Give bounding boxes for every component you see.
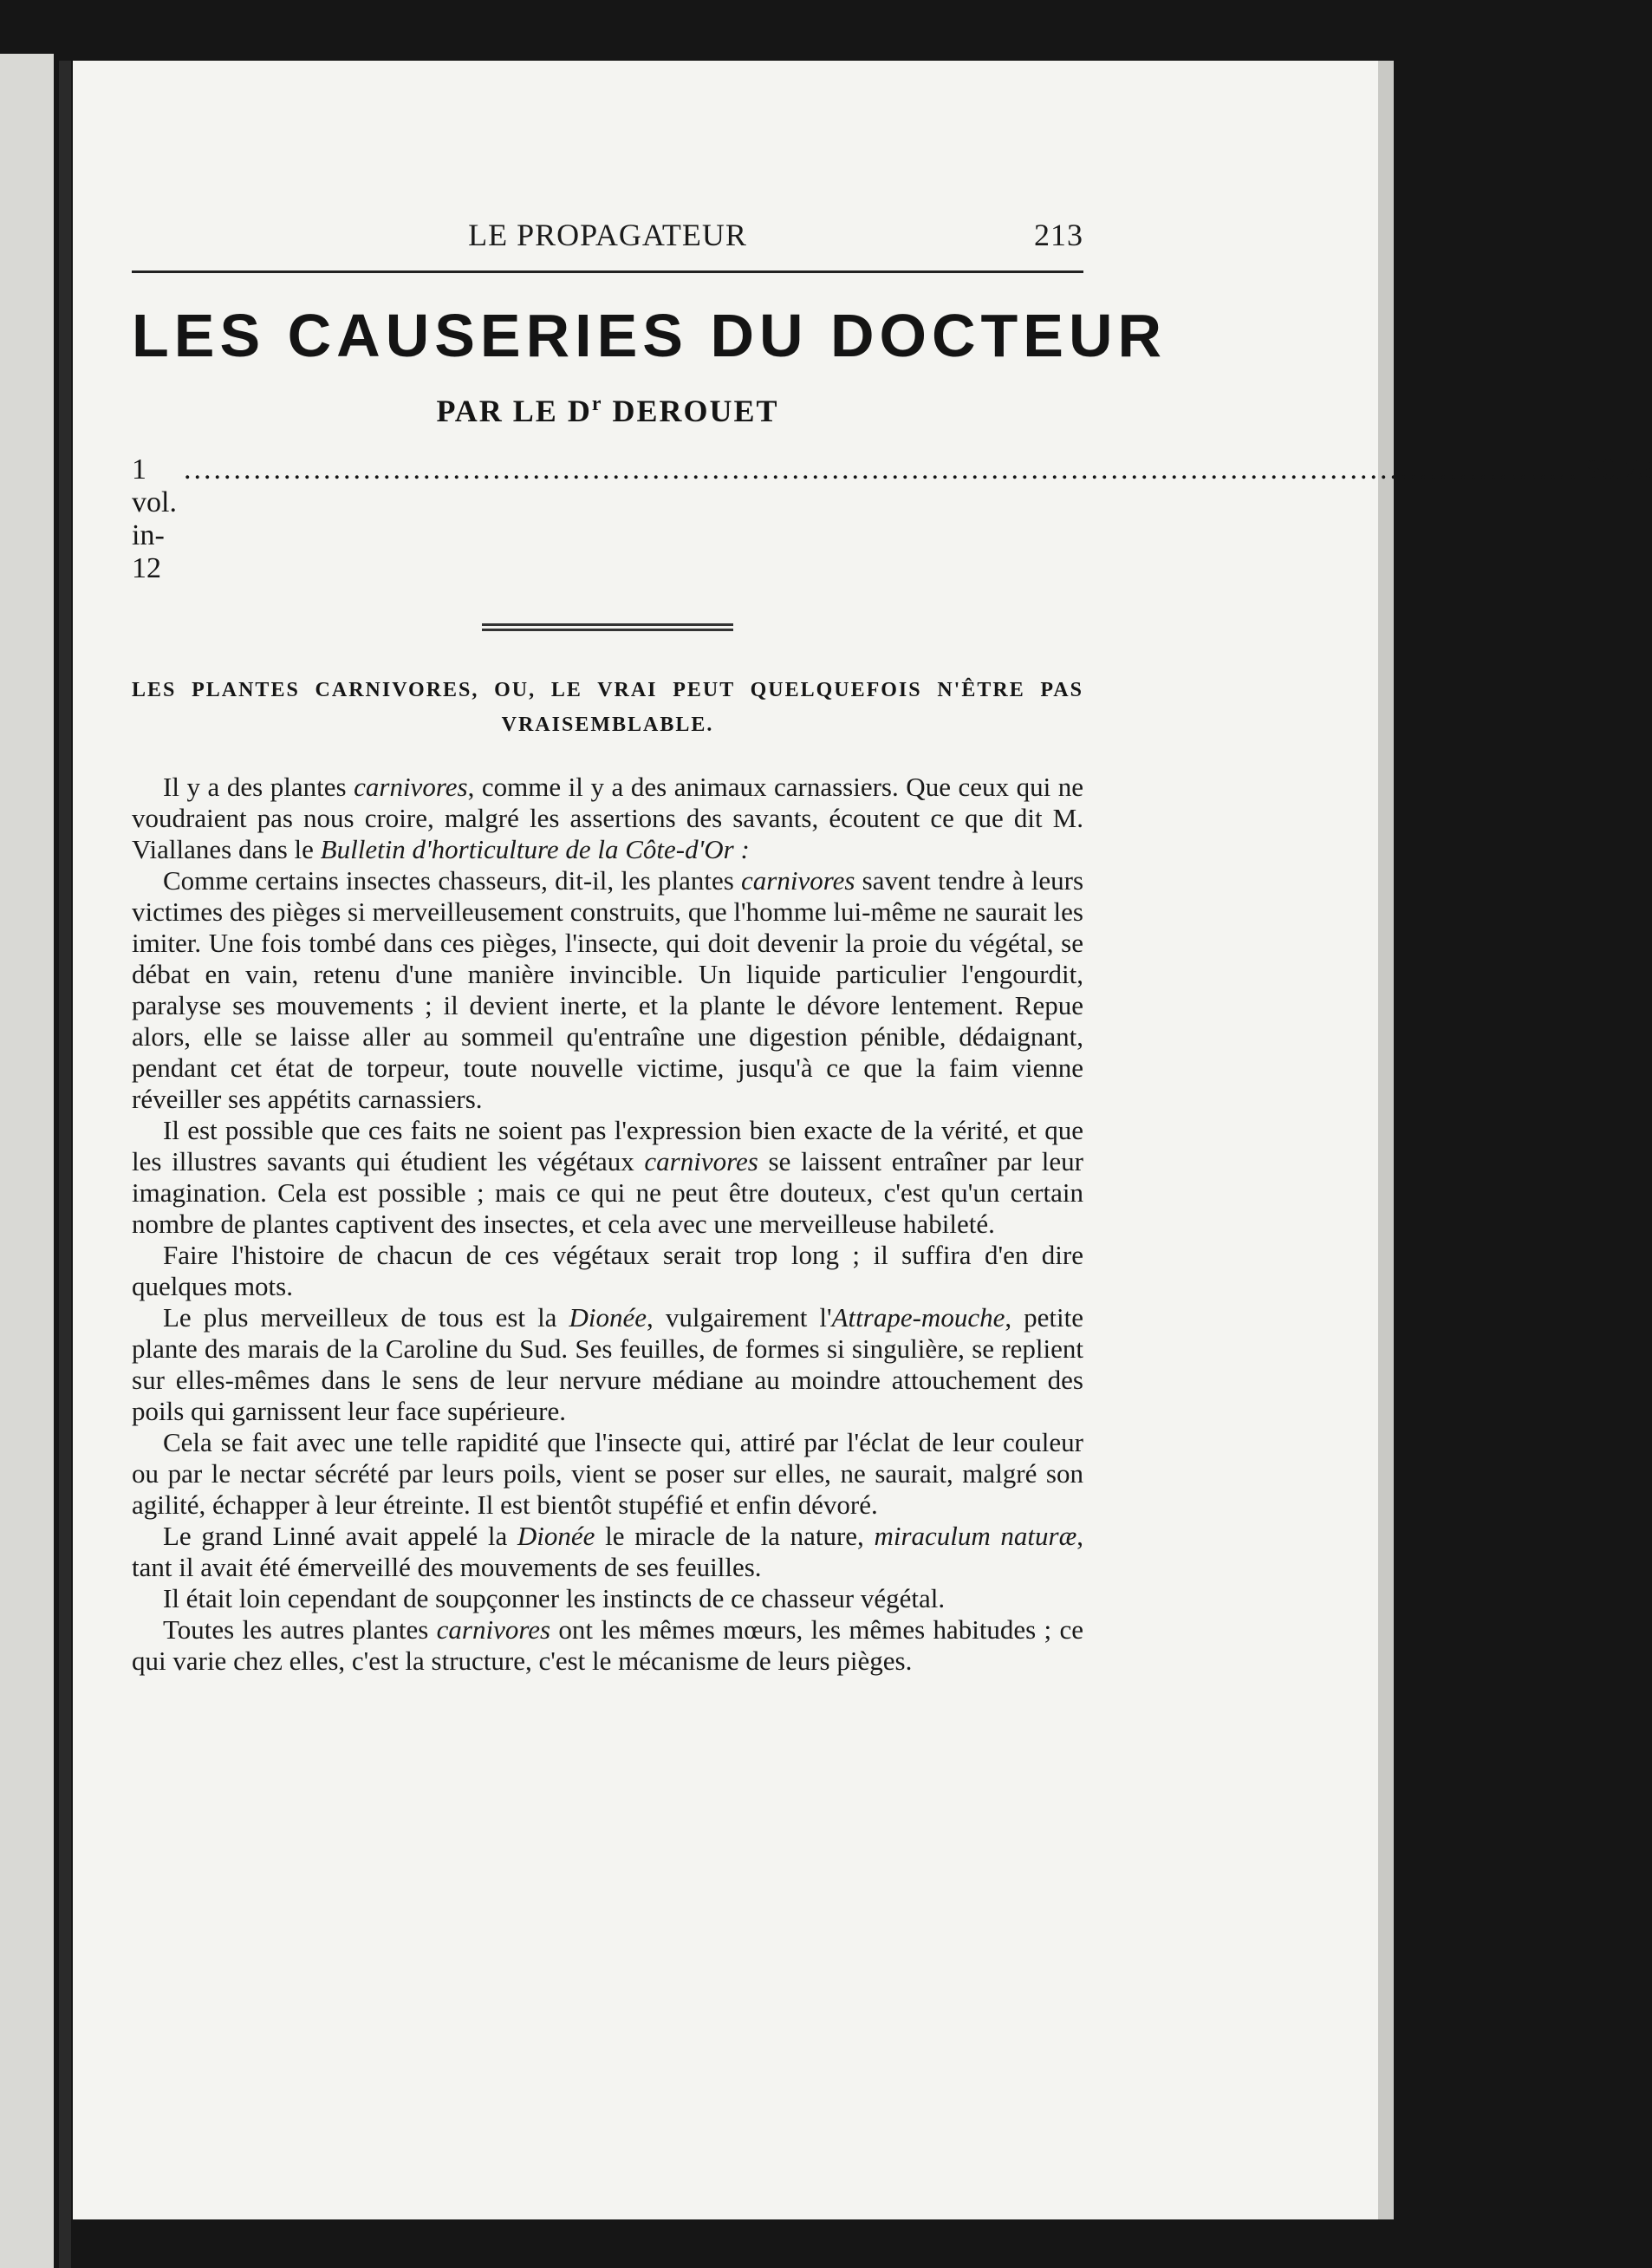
text-run: Le plus merveilleux de tous est la [163, 1302, 569, 1333]
italic-run: Bulletin d'horticulture de la Côte-d'Or : [320, 834, 750, 864]
double-rule-separator [482, 623, 733, 631]
author-sup: r [591, 393, 603, 415]
text-run: Le grand Linné avait appelé la [163, 1521, 517, 1551]
paragraph-8: Il était loin cependant de soupçonner les instincts de ce chasseur végétal. [163, 1583, 946, 1613]
text-run: Comme certains insectes chasseurs, dit-il, les plantes [163, 865, 742, 896]
italic-run: carnivores [354, 772, 468, 802]
text-run: Il y a des plantes [163, 772, 354, 802]
running-title: LE PROPAGATEUR [468, 218, 747, 252]
previous-page-edge [0, 54, 54, 2268]
book-title: LES CAUSERIES DU DOCTEUR [132, 302, 1167, 369]
italic-run: carnivores [741, 865, 855, 896]
italic-run: Dionée [517, 1521, 595, 1551]
book-page [73, 61, 1652, 2219]
italic-run: Attrape-mouche [831, 1302, 1005, 1333]
text-run: se laissent entraîner par leur imagination. Cela est possible ; mais ce qui ne peut être douteux, c'est qu'un certain nombre de plantes captivent des insectes, et cela avec une merveilleuse habileté. [132, 1146, 1083, 1239]
text-run: , vulgairement l' [647, 1302, 832, 1333]
text-run: , comme il y a des animaux carnassiers. Que ceux qui ne voudraient pas nous croire, malgré les assertions des savants, écoutent ce que dit M. Viallanes dans le [132, 772, 1084, 864]
author-prefix: PAR LE D [436, 394, 592, 428]
text-run: , petite plante des marais de la Caroline du Sud. Ses feuilles, de formes si singulière, se replient sur elles-mêmes dans le sens de leur nervure médiane au moindre attouchement des poils qui garnissent leur face supérieure. [132, 1302, 1083, 1426]
author-line [132, 393, 1083, 429]
paragraph-5 [132, 1302, 1083, 1427]
running-header [132, 217, 1083, 265]
italic-run: carnivores [644, 1146, 758, 1176]
text-run: Il est possible que ces faits ne soient pas l'expression bien exacte de la vérité, et que les illustres savants qui étudient les végétaux [132, 1115, 1083, 1176]
price-line [132, 453, 1652, 585]
text-run: Toutes les autres plantes [163, 1614, 437, 1645]
italic-run: carnivores [436, 1614, 551, 1645]
price: $0.75 [1585, 453, 1652, 486]
author-name: DEROUET [602, 394, 779, 428]
leader-dots: ............................................................................................................................................ [183, 453, 1579, 486]
paragraph-4: Faire l'histoire de chacun de ces végétaux serait trop long ; il suffira d'en dire quelques mots. [132, 1240, 1083, 1301]
section-title: LES PLANTES CARNIVORES, OU, LE VRAI PEUT QUELQUEFOIS N'ÊTRE PAS VRAISEMBLABLE. [132, 679, 1083, 736]
volume-label: 1 vol. in-12 [132, 453, 177, 584]
paragraph-2 [132, 865, 1083, 1115]
paragraph-9 [132, 1614, 1083, 1677]
text-run: savent tendre à leurs victimes des pièges si merveilleusement construits, que l'homme lui-même ne saurait les imiter. Une fois tombé dans ces pièges, l'insecte, qui doit devenir la proie du végétal, se débat en vain, retenu d'une manière invincible. Un liquide particulier l'engourdit, paralyse ses mouvements ; il devient inerte, et la plante le dévore lentement. Repue alors, elle se laisse aller au sommeil qu'entraîne une digestion pénible, dédaignant, pendant cet état de torpeur, toute nouvelle victime, jusqu'à ce que la faim vienne réveiller ses appétits carnassiers. [132, 865, 1084, 1114]
italic-run: Dionée [569, 1302, 647, 1333]
paragraph-3 [132, 1115, 1083, 1240]
article-body [132, 772, 1083, 1677]
page-number: 213 [1034, 218, 1083, 252]
text-run: le miracle de la nature, [595, 1521, 875, 1551]
page-content [132, 217, 1652, 1677]
text-run: , tant il avait été émerveillé des mouvements de ses feuilles. [132, 1521, 1084, 1582]
text-run: ont les mêmes mœurs, les mêmes habitudes ; ce qui varie chez elles, c'est la structure, c'est le mécanisme de leurs pièges. [132, 1614, 1083, 1676]
paragraph-6: Cela se fait avec une telle rapidité que l'insecte qui, attiré par l'éclat de leur couleur ou par le nectar sécrété par leurs poils, vient se poser sur elles, ne saurait, malgré son agilité, échapper à leur étreinte. Il est bientôt stupéfié et enfin dévoré. [132, 1427, 1083, 1520]
paragraph-7 [132, 1521, 1083, 1583]
italic-run: miraculum naturæ [874, 1521, 1077, 1551]
book-spine [59, 61, 71, 2268]
header-rule [132, 270, 1083, 273]
paragraph-1 [132, 772, 1083, 865]
